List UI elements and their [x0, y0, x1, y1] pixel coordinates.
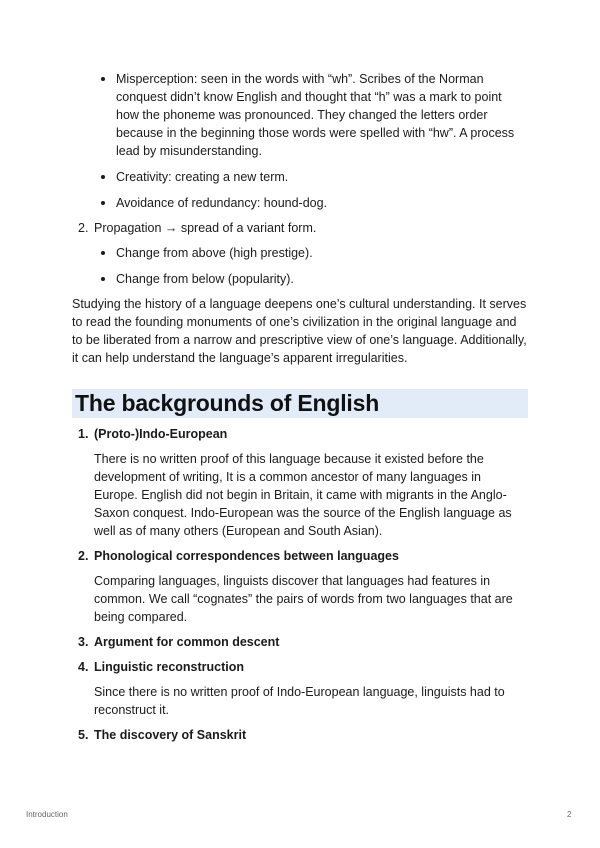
item-number: 1. [78, 427, 89, 441]
item-number: 2. [78, 221, 89, 235]
list-item: Avoidance of redundancy: hound-dog. [72, 194, 528, 212]
page-number: 2 [567, 810, 572, 819]
item-number: 2. [78, 549, 89, 563]
numbered-item [72, 726, 528, 744]
list-item: Change from below (popularity). [72, 270, 528, 288]
body-paragraph: Studying the history of a language deepens one’s cultural understanding. It serves to read the founding monuments of one’s civilization in the original language and to be liberated from a narrow and prescriptive view of one’s language. Additionally, it can help understand the language’s apparent irregularities. [72, 297, 527, 365]
list-item: Creativity: creating a new term. [72, 168, 528, 186]
list-item: Misperception: seen in the words with “wh”. Scribes of the Norman conquest didn’t know English and thought that “h” was a mark to point how the phoneme was pronounced. They changed the letters order because in the beginning those words were spelled with “hw”. A process lead by misunderstanding. [72, 70, 528, 160]
numbered-item [72, 658, 528, 676]
page-content [72, 70, 528, 744]
item-title: Argument for common descent [94, 635, 280, 649]
item-number: 3. [78, 635, 89, 649]
numbered-item [72, 425, 528, 443]
numbered-item [72, 633, 528, 651]
numbered-item [72, 547, 528, 565]
footer-section-label: Introduction [26, 810, 68, 819]
section-heading: The backgrounds of English [72, 389, 528, 418]
numbered-item-propagation [72, 219, 528, 237]
bullet-list-top [72, 70, 528, 212]
item-body: Since there is no written proof of Indo-European language, linguists had to reconstruct it. [94, 685, 505, 717]
item-title: Linguistic reconstruction [94, 660, 245, 674]
item-body: There is no written proof of this language because it existed before the development of writing, It is a common ancestor of many languages in Europe. English did not begin in Britain, it came with migrants in the Anglo-Saxon conquest. Indo-European was the source of the English language as well as of many others (European and South Asian). [94, 452, 512, 538]
bullet-list-propagation [72, 244, 528, 288]
item-title: The discovery of Sanskrit [94, 728, 247, 742]
item-number: 4. [78, 660, 89, 674]
item-text: Propagation → spread of a variant form. [94, 221, 317, 235]
item-number: 5. [78, 728, 89, 742]
item-body: Comparing languages, linguists discover that languages had features in common. We call “cognates” the pairs of words from two languages that are being compared. [94, 574, 513, 624]
item-title: (Proto-)Indo-European [94, 427, 228, 441]
item-title: Phonological correspondences between languages [94, 549, 399, 563]
list-item: Change from above (high prestige). [72, 244, 528, 262]
